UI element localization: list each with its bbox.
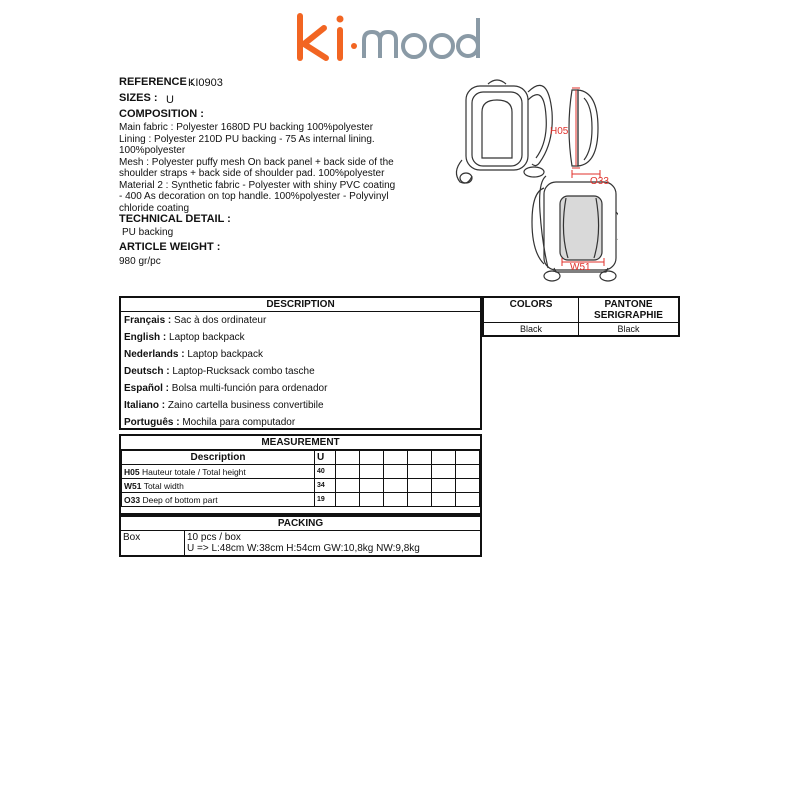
dimension-h05-label: H05 [550,126,569,137]
description-title: DESCRIPTION [121,298,480,312]
reference-value: KI0903 [188,77,223,89]
product-drawing [448,72,618,290]
table-row: H05 Hauteur totale / Total height 40 [122,465,480,479]
table-row: W51 Total width 34 [122,479,480,493]
description-row: Deutsch : Laptop-Rucksack combo tasche [124,366,315,377]
measurement-box [119,434,482,515]
table-row: O33 Deep of bottom part 19 [122,493,480,507]
reference-label: REFERENCE : [119,76,194,88]
measurement-size-header: U [315,451,336,465]
packing-dimensions: U => L:48cm W:38cm H:54cm GW:10,8kg NW:9,8kg [187,543,420,554]
sizes-value: U [166,94,174,106]
packing-title: PACKING [121,517,480,531]
description-row: English : Laptop backpack [124,332,245,343]
description-box [119,296,482,430]
measurement-title: MEASUREMENT [121,436,480,450]
dimension-o33-label: O33 [590,176,609,187]
description-row: Italiano : Zaino cartella business convertibile [124,400,324,411]
packing-box [119,515,482,557]
colors-header: COLORS [483,297,579,323]
description-row: Français : Sac à dos ordinateur [124,315,267,326]
brand-logo [290,6,490,66]
pantone-value: Black [579,323,680,337]
colors-table [482,296,680,337]
dimension-w51-label: W51 [570,262,591,273]
color-value: Black [483,323,579,337]
article-weight-value: 980 gr/pc [119,256,161,267]
pantone-header: PANTONE SERIGRAPHIE [579,297,680,323]
technical-detail-label: TECHNICAL DETAIL : [119,213,231,225]
composition-text: Main fabric : Polyester 1680D PU backing 100%polyester Lining : Polyester 210D PU backing - 75 As internal lining. 100%polyester Mesh : Polyester puffy mesh On back panel + back side of the shoulder straps + back side of shoulder pad. 100%polyester Material 2 : Synthetic fabric - Polyester with shiny PVC coating - 400 As decoration on top handle. 100%polyester - Polyvinyl chloride coating [119,122,396,214]
description-row: Nederlands : Laptop backpack [124,349,263,360]
measurement-table [121,450,480,507]
packing-qty: 10 pcs / box [187,532,241,543]
article-weight-label: ARTICLE WEIGHT : [119,241,221,253]
sizes-label: SIZES : [119,92,158,104]
packing-type: Box [123,532,141,543]
description-row: Español : Bolsa multi-función para ordenador [124,383,328,394]
measurement-desc-header: Description [122,451,315,465]
technical-detail-value: PU backing [122,227,174,238]
composition-label: COMPOSITION : [119,108,204,120]
description-row: Português : Mochila para computador [124,417,296,428]
